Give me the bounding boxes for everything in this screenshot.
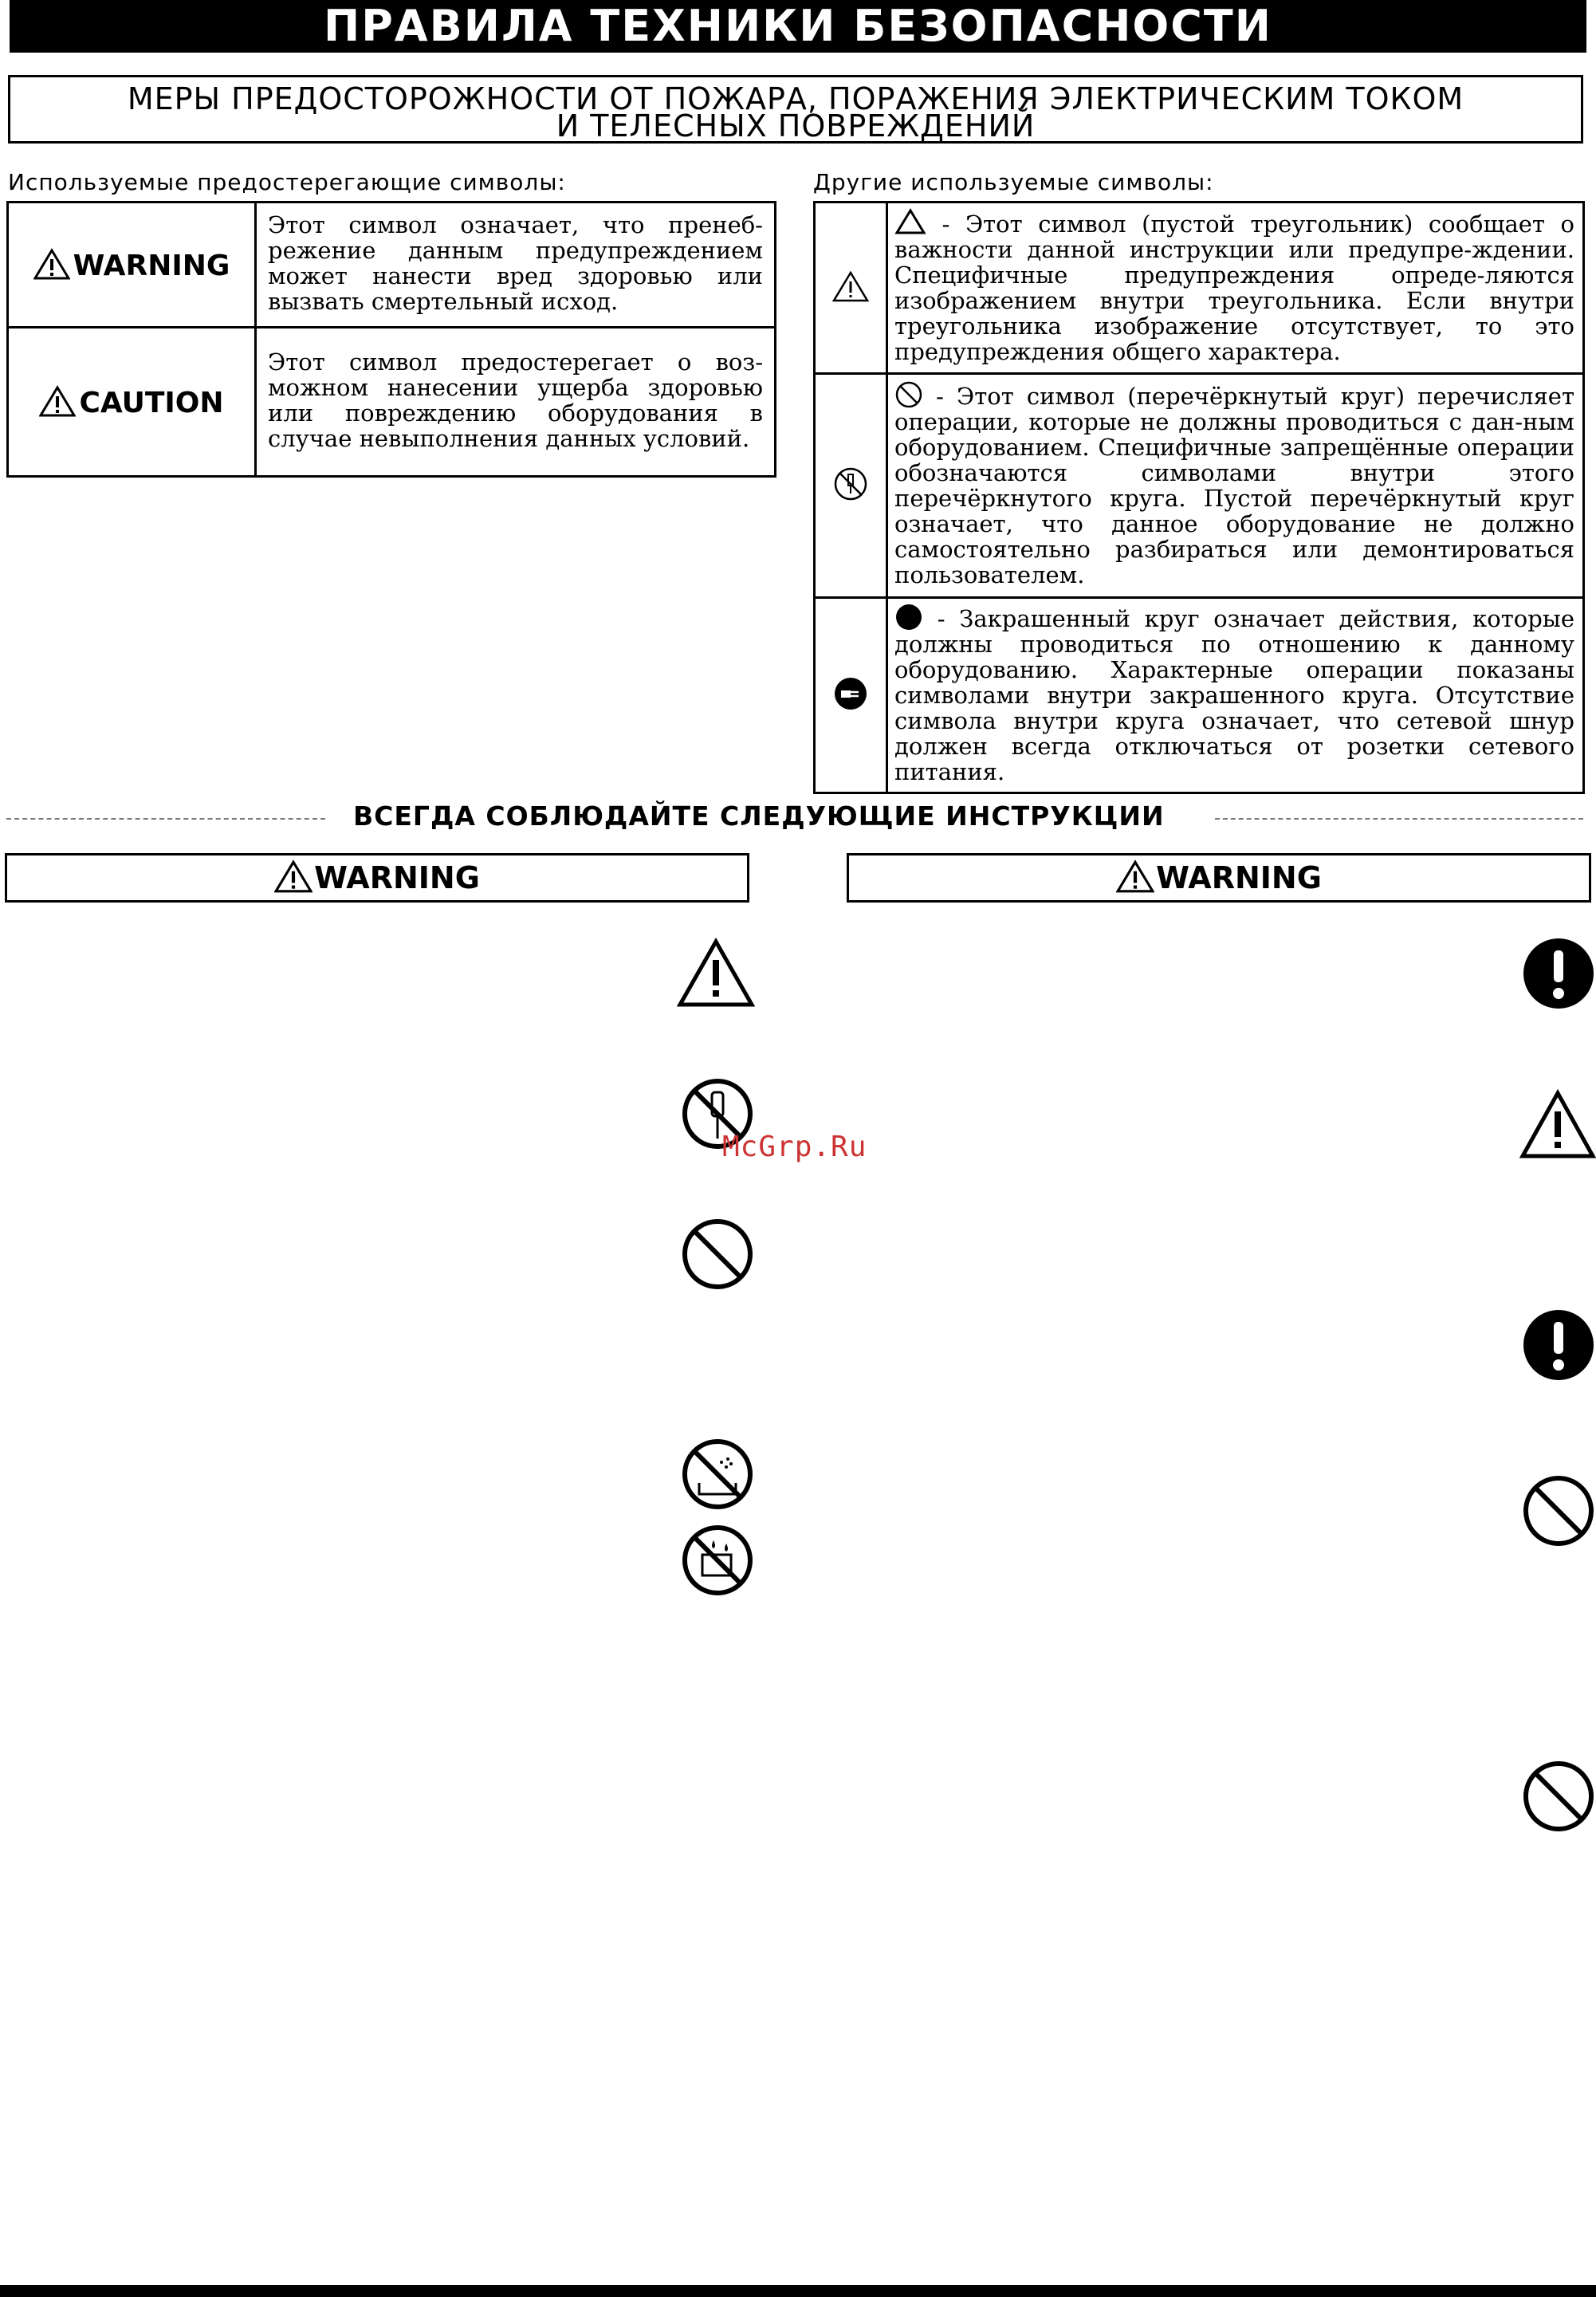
bottom-bar	[0, 2285, 1596, 2297]
warning-symbols-table	[6, 201, 776, 478]
table-row	[815, 203, 1584, 374]
warning-badge	[8, 203, 256, 328]
warning-symbols-label: Используемые предостерегающие символы:	[8, 169, 566, 195]
separator-right	[1215, 818, 1583, 820]
unplug-icon	[833, 676, 868, 711]
separator-left	[6, 818, 325, 820]
unplug-description	[887, 598, 1584, 793]
subtitle-box	[8, 75, 1583, 144]
alert-triangle-description	[887, 203, 1584, 374]
caution-badge	[8, 328, 256, 477]
unplug-cell	[815, 598, 887, 793]
table-row	[8, 328, 776, 477]
alert-triangle-icon	[832, 270, 869, 302]
prohibited-icon	[682, 1218, 753, 1290]
alert-triangle-cell	[815, 203, 887, 374]
warning-badge-label: WARNING	[73, 249, 230, 282]
mandatory-action-icon	[1523, 938, 1594, 1009]
no-water-spray-icon	[682, 1438, 753, 1510]
table-row	[8, 203, 776, 328]
warning-triangle-icon	[33, 248, 70, 280]
warning-box-right-label: WARNING	[1156, 860, 1322, 895]
empty-triangle-icon	[894, 208, 926, 235]
subtitle-line-1: МЕРЫ ПРЕДОСТОРОЖНОСТИ ОТ ПОЖАРА, ПОРАЖЕНИЯ ЭЛЕКТРИЧЕСКИМ ТОКОМ	[127, 81, 1464, 116]
other-symbols-table	[813, 201, 1585, 794]
page-title: ПРАВИЛА ТЕХНИКИ БЕЗОПАСНОСТИ	[10, 0, 1586, 53]
filled-circle-icon	[894, 603, 923, 631]
crossed-circle-icon	[894, 380, 923, 409]
warning-box-left-label: WARNING	[314, 860, 480, 895]
mandatory-action-icon	[1523, 1309, 1594, 1381]
prohibited-icon	[1523, 1760, 1594, 1832]
prohibited-description	[887, 374, 1584, 598]
caution-triangle-icon	[39, 385, 76, 417]
subtitle-line-2: И ТЕЛЕСНЫХ ПОВРЕЖДЕНИЙ	[556, 108, 1036, 144]
prohibited-icon	[1523, 1475, 1594, 1547]
prohibited-disassembly-icon	[833, 466, 868, 501]
other-symbols-label: Другие используемые символы:	[813, 169, 1214, 195]
prohibited-text: - Этот символ (перечёркнутый круг) перечисляет операции, которые не должны проводиться с дан-ным оборудованием. Специфичные запрещённые операции обозначаются символами внутри этого перечёркнутого круга. Пустой перечёркнутый круг означает, что данное оборудование не должно самостоятельно разбираться или демонтироваться пользователем.	[894, 383, 1575, 588]
instructions-heading: ВСЕГДА СОБЛЮДАЙТЕ СЛЕДУЮЩИЕ ИНСТРУКЦИИ	[353, 800, 1165, 832]
alert-triangle-icon	[677, 938, 755, 1008]
caution-badge-label: CAUTION	[79, 386, 224, 419]
prohibited-cell	[815, 374, 887, 598]
watermark-text: McGrp.Ru	[722, 1131, 867, 1163]
warning-box-right	[847, 853, 1591, 903]
warning-box-left	[5, 853, 749, 903]
unplug-text: - Закрашенный круг означает действия, которые должны проводиться по отношению к данному оборудованию. Характерные операции показаны символами внутри закрашенного круга. Отсутствие символа внутри круга означает, что сетевой шнур должен всегда отключаться от розетки сетевого питания.	[894, 605, 1574, 785]
table-row	[815, 598, 1584, 793]
warning-triangle-icon	[1116, 859, 1154, 893]
warning-triangle-icon	[274, 859, 313, 893]
caution-description: Этот символ предостерегает о воз-можном нанесении ущерба здоровью или повреждению оборудования в случае невыполнения данных условий.	[256, 328, 776, 477]
alert-triangle-icon	[1519, 1089, 1596, 1159]
table-row	[815, 374, 1584, 598]
no-liquid-on-device-icon	[682, 1524, 753, 1596]
alert-triangle-text: - Этот символ (пустой треугольник) сообщает о важности данной инструкции или предупре-ждении. Специфичные предупреждения опреде-ляются изображением внутри треугольника. Если внутри треугольника изображение отсутствует, то это предупреждения общего характера.	[894, 210, 1574, 365]
warning-description: Этот символ означает, что пренеб-режение данным предупреждением может нанести вред здоровью или вызвать смертельный исход.	[256, 203, 776, 328]
